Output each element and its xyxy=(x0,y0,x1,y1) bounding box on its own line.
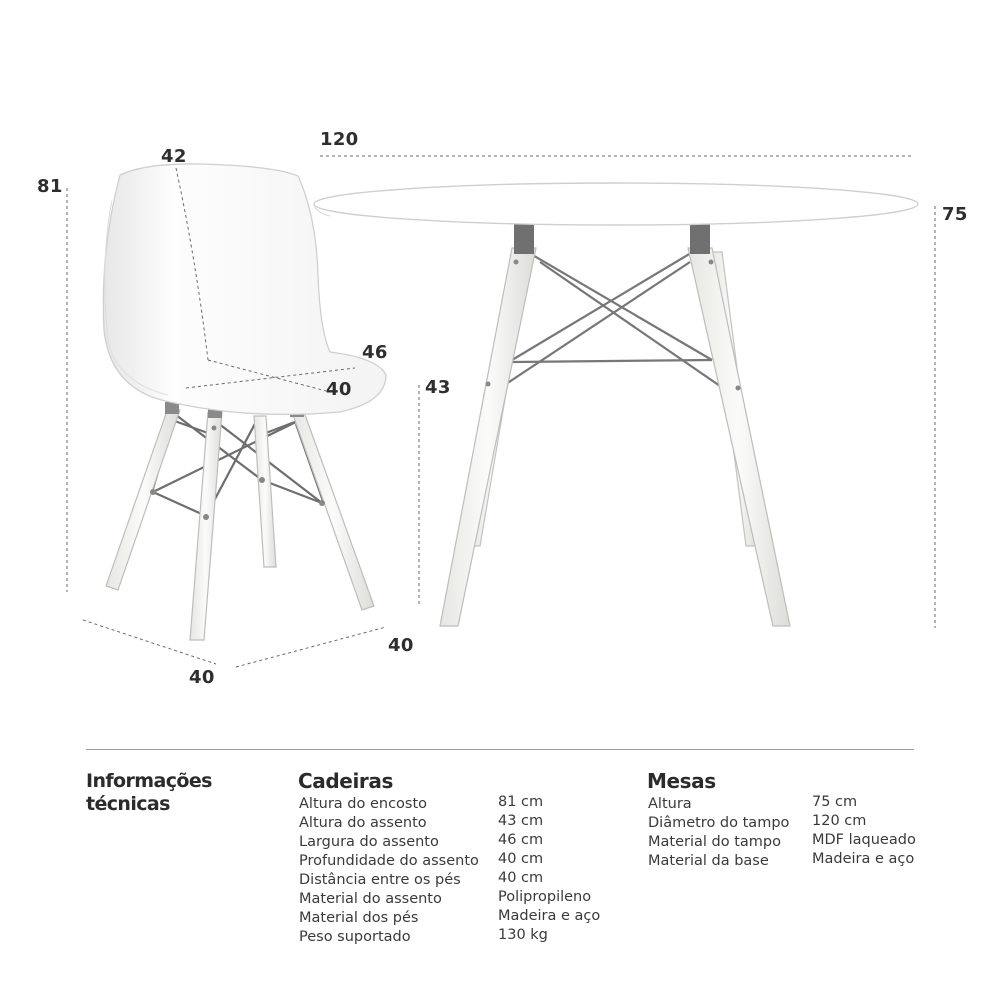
table-front-legs xyxy=(440,224,790,626)
spec-row xyxy=(299,928,619,947)
spec-value: 43 cm xyxy=(498,813,544,829)
spec-value: 120 cm xyxy=(812,813,867,829)
spec-value: Madeira e aço xyxy=(498,908,601,924)
spec-row xyxy=(299,909,619,928)
spec-label: Profundidade do assento xyxy=(299,853,479,869)
spec-value: 40 cm xyxy=(498,851,544,867)
chair-base-depth-label: 40 xyxy=(388,635,414,656)
table-diameter-label: 120 xyxy=(320,129,359,150)
info-title-line2: técnicas xyxy=(86,793,170,815)
spec-row xyxy=(299,852,619,871)
chair-backrest-width-label: 42 xyxy=(161,146,187,167)
spec-row xyxy=(299,833,619,852)
spec-value: MDF laqueado xyxy=(812,832,916,848)
spec-label: Altura do encosto xyxy=(299,796,428,812)
spec-label: Altura do assento xyxy=(299,815,427,831)
info-title-line1: Informações xyxy=(86,770,212,792)
spec-label: Material dos pés xyxy=(299,910,419,926)
chair-seat-depth-label: 40 xyxy=(326,379,352,400)
spec-row xyxy=(648,795,928,814)
table-top xyxy=(314,183,918,225)
spec-value: 46 cm xyxy=(498,832,544,848)
chair-seat-height-label: 43 xyxy=(425,377,451,398)
chair-spec-list xyxy=(299,795,619,947)
spec-label: Material do tampo xyxy=(648,834,781,850)
chair-seat-width-label: 46 xyxy=(362,342,388,363)
spec-value: 130 kg xyxy=(498,927,548,943)
spec-label: Largura do assento xyxy=(299,834,439,850)
table-height-label: 75 xyxy=(942,204,968,225)
spec-label: Altura xyxy=(648,796,692,812)
spec-value: 81 cm xyxy=(498,794,544,810)
info-title xyxy=(86,770,212,816)
table-steel-braces xyxy=(506,250,720,386)
table-spec-list xyxy=(648,795,928,871)
spec-label: Diâmetro do tampo xyxy=(648,815,790,831)
chairs-title: Cadeiras xyxy=(298,769,393,793)
spec-label: Material da base xyxy=(648,853,769,869)
spec-value: Madeira e aço xyxy=(812,851,915,867)
spec-value: 75 cm xyxy=(812,794,858,810)
spec-value: Polipropileno xyxy=(498,889,592,905)
spec-label: Material do assento xyxy=(299,891,442,907)
spec-label: Distância entre os pés xyxy=(299,872,461,888)
chair-height-label: 81 xyxy=(37,176,63,197)
spec-value: 40 cm xyxy=(498,870,544,886)
tables-title: Mesas xyxy=(647,769,716,793)
spec-row xyxy=(648,852,928,871)
spec-row xyxy=(299,814,619,833)
chair-legs xyxy=(106,402,374,640)
spec-label: Peso suportado xyxy=(299,929,411,945)
chair-drawing xyxy=(67,164,419,667)
section-divider xyxy=(86,749,914,750)
table-dimension-lines xyxy=(320,156,935,628)
table-drawing xyxy=(314,156,935,628)
spec-row xyxy=(299,795,619,814)
chair-base-width-label: 40 xyxy=(189,667,215,688)
